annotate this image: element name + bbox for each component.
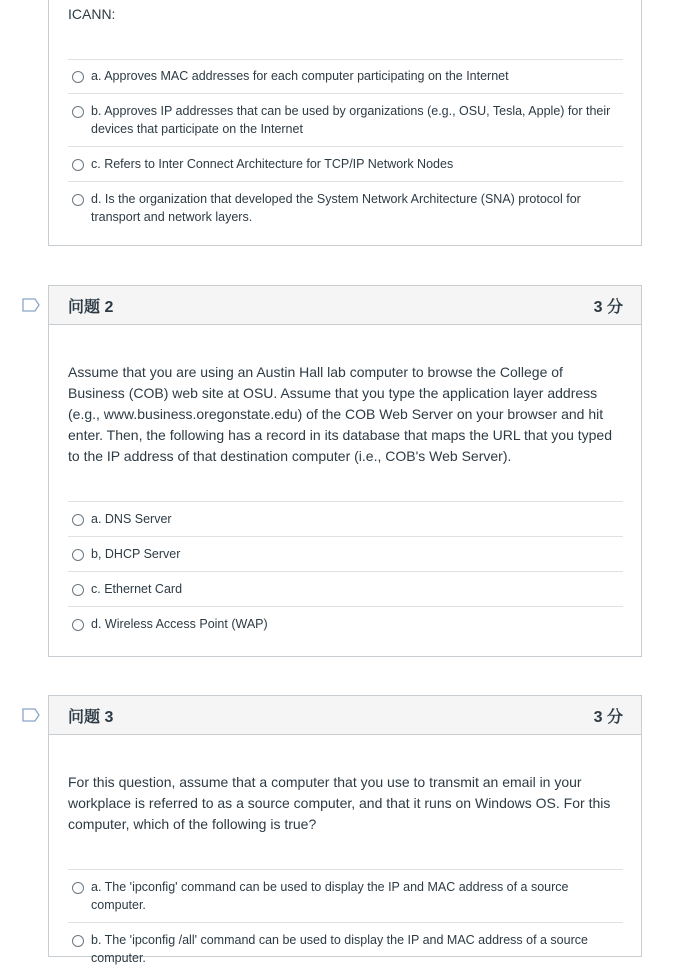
answer-option-b[interactable] bbox=[68, 536, 623, 571]
answer-label: c. Ethernet Card bbox=[91, 582, 183, 596]
radio-button[interactable] bbox=[72, 882, 84, 894]
answer-label: d. Is the organization that developed the System Network Architecture (SNA) protocol for transport and network layers. bbox=[91, 192, 581, 224]
answer-label: b. The 'ipconfig /all' command can be used to display the IP and MAC address of a source computer. bbox=[91, 933, 588, 965]
answer-label: c. Refers to Inter Connect Architecture for TCP/IP Network Nodes bbox=[91, 157, 454, 171]
radio-button[interactable] bbox=[72, 194, 84, 206]
question-points: 3 分 bbox=[593, 708, 623, 726]
radio-button[interactable] bbox=[72, 71, 84, 83]
answer-label: b, DHCP Server bbox=[91, 547, 181, 561]
answer-option-b[interactable] bbox=[68, 922, 623, 975]
answer-label: d. Wireless Access Point (WAP) bbox=[91, 617, 268, 631]
answer-option-c[interactable] bbox=[68, 571, 623, 606]
answer-list bbox=[68, 501, 623, 641]
radio-button[interactable] bbox=[72, 106, 84, 118]
question-text: Assume that you are using an Austin Hall lab computer to browse the College of Business (COB) web site at OSU. Assume that you type the application layer address (e.g., www.business.oregonstate.edu) of the COB Web Server on your browser and hit enter. Then, the following has a record in its database that maps the URL that you typed to the IP address of that destination computer (i.e., COB's Web Server). bbox=[68, 364, 612, 464]
flag-outline-icon[interactable] bbox=[22, 708, 40, 722]
answer-option-a[interactable] bbox=[68, 501, 623, 536]
question-2 bbox=[48, 285, 642, 657]
flag-outline-icon[interactable] bbox=[22, 298, 40, 312]
radio-button[interactable] bbox=[72, 935, 84, 947]
answer-label: a. DNS Server bbox=[91, 512, 172, 526]
answer-label: a. Approves MAC addresses for each computer participating on the Internet bbox=[91, 69, 509, 83]
answer-option-b[interactable] bbox=[68, 93, 623, 146]
radio-button[interactable] bbox=[72, 584, 84, 596]
question-title: 问题 2 bbox=[68, 298, 114, 316]
radio-button[interactable] bbox=[72, 514, 84, 526]
answer-option-d[interactable] bbox=[68, 606, 623, 641]
answer-label: b. Approves IP addresses that can be used by organizations (e.g., OSU, Tesla, Apple) for their devices that participate on the Internet bbox=[91, 104, 611, 136]
question-1 bbox=[48, 0, 642, 246]
question-points: 3 分 bbox=[593, 298, 623, 316]
question-3 bbox=[48, 695, 642, 965]
answer-option-c[interactable] bbox=[68, 146, 623, 181]
question-title: 问题 3 bbox=[68, 708, 114, 726]
question-header bbox=[49, 696, 641, 735]
question-text: For this question, assume that a computer that you use to transmit an email in your workplace is referred to as a source computer, and that it runs on Windows OS. For this computer, which of the following is true? bbox=[68, 774, 611, 832]
question-header bbox=[49, 286, 641, 325]
answer-option-a[interactable] bbox=[68, 59, 623, 93]
radio-button[interactable] bbox=[72, 619, 84, 631]
question-text: ICANN: bbox=[68, 6, 116, 22]
answer-list bbox=[68, 869, 623, 975]
answer-option-d[interactable] bbox=[68, 181, 623, 234]
radio-button[interactable] bbox=[72, 549, 84, 561]
answer-list bbox=[68, 59, 623, 234]
answer-label: a. The 'ipconfig' command can be used to display the IP and MAC address of a source computer. bbox=[91, 880, 569, 912]
radio-button[interactable] bbox=[72, 159, 84, 171]
answer-option-a[interactable] bbox=[68, 869, 623, 922]
